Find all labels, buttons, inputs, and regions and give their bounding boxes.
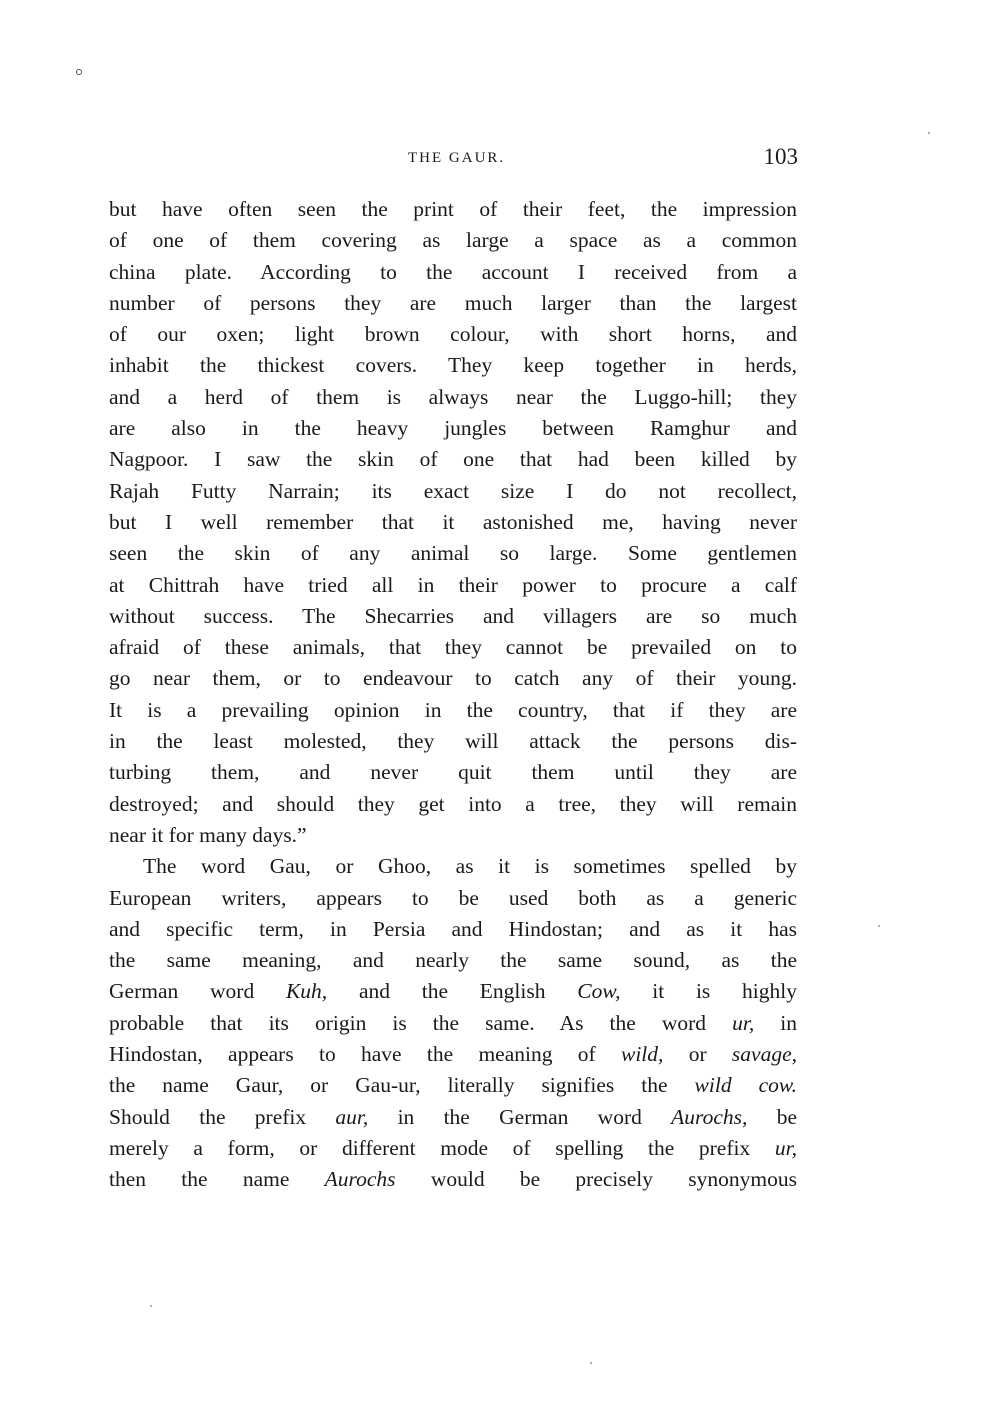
text-line: in the least molested, they will attack the persons dis-: [109, 729, 797, 754]
text-line: [109, 1164, 797, 1195]
text-span: German word: [109, 979, 286, 1004]
body-text: [109, 194, 797, 1196]
text-span: be: [747, 1104, 797, 1129]
text-line: number of persons they are much larger than the largest: [109, 290, 797, 315]
text-line: seen the skin of any animal so large. Some gentlemen: [109, 541, 797, 566]
text-line: [109, 1102, 797, 1133]
text-line: but I well remember that it astonished me, having never: [109, 509, 797, 534]
text-line: inhabit the thickest covers. They keep together in herds,: [109, 353, 797, 378]
text-span: Hindostan, appears to have the meaning of: [109, 1042, 621, 1067]
italic-text: Aurochs,: [671, 1104, 748, 1129]
text-line: are also in the heavy jungles between Ramghur and: [109, 416, 797, 441]
text-span: merely a form, or different mode of spelling the prefix: [109, 1135, 775, 1160]
italic-text: ur,: [732, 1010, 755, 1035]
text-line: [109, 1039, 797, 1070]
text-line: European writers, appears to be used both as a generic: [109, 885, 797, 910]
italic-text: savage,: [731, 1042, 797, 1067]
text-line: [109, 1070, 797, 1101]
text-line: but have often seen the print of their feet, the impression: [109, 197, 797, 221]
text-line: afraid of these animals, that they cannot be prevailed on to: [109, 635, 797, 660]
page-speck: [878, 925, 880, 927]
text-span: then the name: [109, 1167, 325, 1192]
page-speck: [590, 1362, 592, 1364]
text-line: of our oxen; light brown colour, with short horns, and: [109, 322, 797, 347]
italic-text: wild cow.: [694, 1073, 797, 1098]
text-line: go near them, or to endeavour to catch any of their young.: [109, 666, 797, 691]
text-line: turbing them, and never quit them until they are: [109, 760, 797, 785]
italic-text: Kuh,: [285, 979, 328, 1004]
text-span: in: [754, 1010, 797, 1035]
page-speck: [928, 132, 930, 134]
text-line: of one of them covering as large a space as a common: [109, 228, 797, 253]
text-line: and a herd of them is always near the Luggo-hill; they: [109, 384, 797, 409]
page-speck: [76, 69, 82, 75]
text-span: or: [663, 1042, 732, 1067]
text-span: Should the prefix: [109, 1104, 336, 1129]
page-speck: [150, 1305, 152, 1307]
text-line: [109, 1133, 797, 1164]
text-line: without success. The Shecarries and villagers are so much: [109, 603, 797, 628]
italic-text: aur,: [335, 1104, 369, 1129]
text-line: It is a prevailing opinion in the country, that if they are: [109, 697, 797, 722]
text-line: [109, 1008, 797, 1039]
text-span: it is highly: [620, 979, 797, 1004]
text-line: destroyed; and should they get into a tree, they will remain: [109, 791, 797, 816]
text-line: the same meaning, and nearly the same sound, as the: [109, 948, 797, 973]
text-line: at Chittrah have tried all in their power to procure a calf: [109, 572, 797, 597]
text-line: china plate. According to the account I received from a: [109, 259, 797, 284]
text-span: in the German word: [368, 1104, 672, 1129]
text-line: Nagpoor. I saw the skin of one that had been killed by: [109, 447, 797, 472]
text-line: The word Gau, or Ghoo, as it is sometimes spelled by: [143, 854, 797, 879]
text-line: [109, 976, 797, 1007]
text-line: Rajah Futty Narrain; its exact size I do not recollect,: [109, 478, 797, 503]
text-span: probable that its origin is the same. As the word: [109, 1010, 733, 1035]
running-head: [108, 146, 798, 174]
running-title: THE GAUR.: [408, 150, 506, 166]
text-span: would be precisely synonymous: [395, 1167, 797, 1192]
italic-text: Aurochs: [324, 1167, 396, 1192]
text-span: and the English: [327, 979, 578, 1004]
page-number: 103: [763, 144, 798, 169]
italic-text: ur,: [774, 1135, 797, 1160]
text-line: and specific term, in Persia and Hindostan; and as it has: [109, 916, 797, 941]
text-line: near it for many days.”: [109, 822, 307, 847]
italic-text: Cow,: [577, 979, 621, 1004]
italic-text: wild,: [620, 1042, 664, 1067]
text-span: the name Gaur, or Gau-ur, literally signifies the: [109, 1073, 695, 1098]
